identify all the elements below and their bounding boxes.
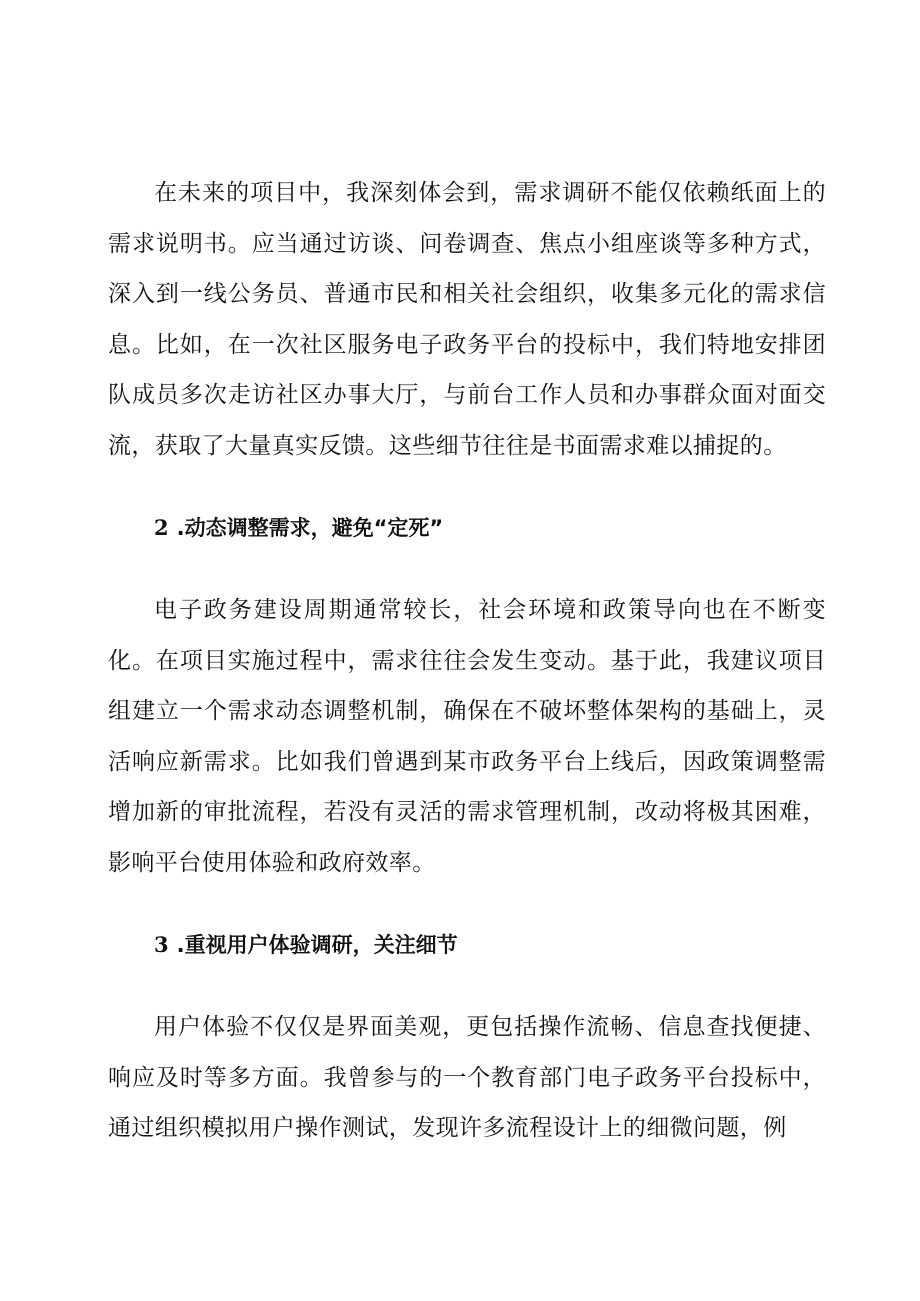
section-title: .重视用户体验调研，关注细节 [176,933,458,957]
spacer [108,888,826,925]
section-heading-3 [108,925,826,965]
document-body [108,168,826,1154]
paragraph-dynamic-requirements: 电子政务建设周期通常较长，社会环境和政策导向也在不断变化。在项目实施过程中，需求往往会发生变动。基于此，我建议项目组建立一个需求动态调整机制，确保在不破坏整体架构的基础上，灵活响应新需求。比如我们曾遇到某市政务平台上线后，因政策调整需增加新的审批流程，若没有灵活的需求管理机制，改动将极其困难，影响平台使用体验和政府效率。 [108,597,826,876]
section-title: .动态调整需求，避免“定死” [176,516,444,540]
paragraph-requirements-research: 在未来的项目中，我深刻体会到，需求调研不能仅依赖纸面上的需求说明书。应当通过访谈、问卷调查、焦点小组座谈等多种方式，深入到一线公务员、普通市民和相关社会组织，收集多元化的需求信息。比如，在一次社区服务电子政务平台的投标中，我们特地安排团队成员多次走访社区办事大厅，与前台工作人员和办事群众面对面交流，获取了大量真实反馈。这些细节往往是书面需求难以捕捉的。 [108,180,826,459]
spacer [108,548,826,585]
paragraph-user-experience: 用户体验不仅仅是界面美观，更包括操作流畅、信息查找便捷、响应及时等多方面。我曾参与的一个教育部门电子政务平台投标中，通过组织模拟用户操作测试，发现许多流程设计上的细微问题，例 [108,1014,826,1141]
section-heading-2 [108,508,826,548]
spacer [108,965,826,1002]
section-number: 3 [154,932,169,957]
section-number: 2 [154,515,169,540]
spacer [108,471,826,508]
